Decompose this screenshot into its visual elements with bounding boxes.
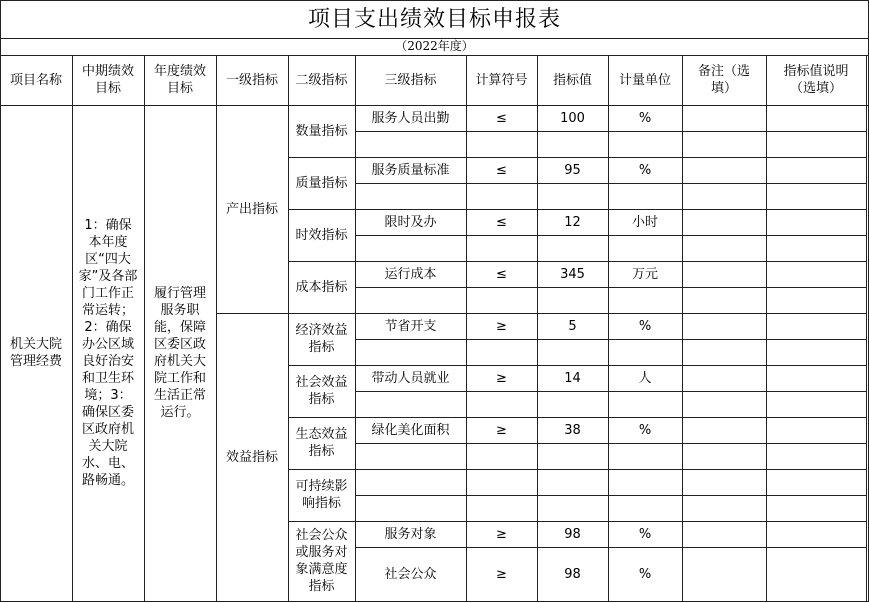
level2-quantity: 数量指标 [295, 123, 348, 139]
level2-sustainable: 可持续影响指标 [295, 479, 348, 511]
row-value: 14 [564, 370, 581, 386]
header-remark: 备注（选填） [697, 64, 750, 96]
grid-line [288, 469, 866, 470]
header-level1: 一级指标 [225, 72, 278, 88]
row-name: 绿化美化面积 [371, 422, 450, 438]
row-value: 98 [564, 526, 581, 542]
row-symbol: ≥ [496, 370, 507, 386]
grid-line [355, 131, 866, 132]
row-value: 100 [560, 110, 585, 126]
row-symbol: ≤ [496, 214, 507, 230]
level2-social: 社会效益指标 [295, 375, 348, 407]
row-name: 服务对象 [384, 526, 437, 542]
row-unit: % [638, 110, 652, 126]
grid-line [766, 55, 767, 602]
row-unit: 小时 [631, 214, 658, 230]
row-value: 345 [560, 266, 585, 282]
row-value: 38 [564, 422, 581, 438]
year-label: （2022年度） [395, 39, 474, 53]
row-value: 5 [568, 318, 577, 334]
row-name: 节省开支 [384, 318, 437, 334]
header-project-name: 项目名称 [9, 72, 62, 88]
grid-line [355, 443, 866, 444]
row-name: 运行成本 [384, 266, 437, 282]
grid-line [866, 55, 867, 602]
row-symbol: ≥ [496, 422, 507, 438]
level2-satisfaction: 社会公众或服务对象满意度指标 [295, 528, 348, 594]
grid-line [0, 601, 869, 602]
header-mid-goal: 中期绩效目标 [81, 64, 134, 96]
header-level3: 三级指标 [384, 72, 437, 88]
header-level2: 二级指标 [295, 72, 348, 88]
level1-output: 产出指标 [225, 201, 278, 217]
row-symbol: ≤ [496, 110, 507, 126]
header-value: 指标值 [552, 72, 592, 88]
level1-benefit: 效益指标 [225, 449, 278, 465]
row-unit: % [638, 162, 652, 178]
row-name: 带动人员就业 [371, 370, 450, 386]
grid-line [355, 339, 866, 340]
annual-goal-cell: 履行管理服务职能，保障区委区政府机关大院工作和生活正常运行。 [153, 286, 206, 420]
row-name: 服务质量标准 [371, 162, 450, 178]
row-name: 限时及办 [384, 214, 437, 230]
row-symbol: ≥ [496, 566, 507, 582]
row-value: 98 [564, 566, 581, 582]
level2-timeliness: 时效指标 [295, 227, 348, 243]
grid-line [355, 495, 866, 496]
level2-economic: 经济效益指标 [295, 323, 348, 355]
row-unit: % [638, 422, 652, 438]
row-value: 12 [564, 214, 581, 230]
page-title: 项目支出绩效目标申报表 [307, 6, 561, 32]
header-desc: 指标值说明（选填） [783, 64, 849, 96]
row-name: 服务人员出勤 [371, 110, 450, 126]
row-unit: 人 [638, 370, 652, 386]
grid-line [355, 287, 866, 288]
level2-cost: 成本指标 [295, 279, 348, 295]
grid-line [355, 183, 866, 184]
grid-line [355, 235, 866, 236]
row-unit: 万元 [631, 266, 658, 282]
level2-ecological: 生态效益指标 [295, 427, 348, 459]
project-name-cell: 机关大院管理经费 [9, 337, 62, 369]
header-unit: 计量单位 [618, 72, 671, 88]
row-symbol: ≥ [496, 318, 507, 334]
row-value: 95 [564, 162, 581, 178]
row-symbol: ≤ [496, 266, 507, 282]
header-symbol: 计算符号 [475, 72, 528, 88]
level2-quality: 质量指标 [295, 175, 348, 191]
mid-goal-cell: 1：确保本年度区“四大家”及各部门工作正常运转；2：确保办公区域良好治安和卫生环境；3：确保区委区政府机关大院水、电、路畅通。 [78, 218, 138, 488]
grid-line [682, 55, 683, 602]
grid-line [355, 391, 866, 392]
row-symbol: ≤ [496, 162, 507, 178]
header-annual-goal: 年度绩效目标 [153, 64, 206, 96]
row-unit: % [638, 318, 652, 334]
row-name: 社会公众 [384, 566, 437, 582]
row-unit: % [638, 566, 652, 582]
row-unit: % [638, 526, 652, 542]
row-symbol: ≥ [496, 526, 507, 542]
